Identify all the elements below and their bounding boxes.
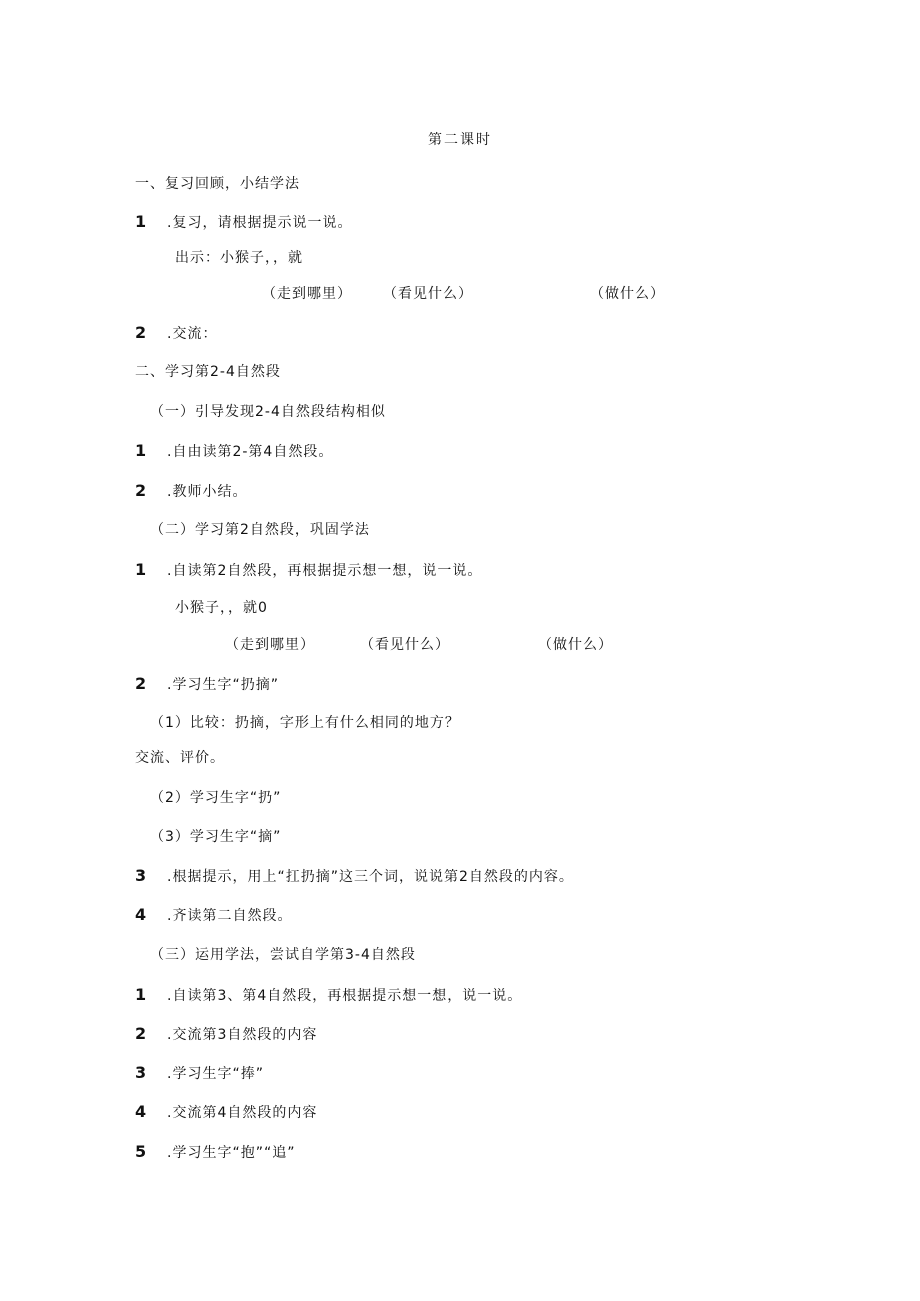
subsection-heading: （二）学习第2自然段，巩固学法 — [150, 522, 370, 538]
item-text: .学习生字“扔摘” — [167, 677, 279, 693]
item-number: 2 — [135, 674, 147, 693]
hint-where: （走到哪里） — [225, 637, 315, 653]
list-item — [135, 1102, 317, 1123]
item-number: 1 — [135, 441, 147, 460]
item-text: .自读第2自然段，再根据提示想一想，说一说。 — [167, 563, 483, 579]
item-number: 1 — [135, 212, 147, 231]
list-item — [135, 905, 292, 926]
list-item — [135, 866, 574, 887]
list-item — [135, 1024, 317, 1045]
list-item — [135, 481, 247, 502]
item-number: 3 — [135, 1063, 147, 1082]
item-text: .齐读第二自然段。 — [167, 908, 293, 924]
item-number: 4 — [135, 1102, 147, 1121]
list-item — [135, 323, 217, 344]
note-line: 交流、评价。 — [135, 750, 225, 766]
item-number: 2 — [135, 1024, 147, 1043]
list-item — [135, 212, 352, 233]
item-number: 2 — [135, 481, 147, 500]
item-text: .交流： — [167, 326, 218, 342]
item-text: .学习生字“捧” — [167, 1066, 264, 1082]
item-text: .自读第3、第4自然段，再根据提示想一想，说一说。 — [167, 988, 523, 1004]
sub-item: （2）学习生字“扔” — [150, 790, 282, 806]
item-number: 2 — [135, 323, 147, 342]
item-text: .自由读第2-第4自然段。 — [167, 444, 334, 460]
item-number: 4 — [135, 905, 147, 924]
hint-see: （看见什么） — [360, 637, 450, 653]
hint-do: （做什么） — [538, 637, 613, 653]
subsection-heading: （三）运用学法，尝试自学第3-4自然段 — [150, 947, 416, 963]
list-item — [135, 1142, 295, 1163]
item-number: 1 — [135, 560, 147, 579]
hint-see: （看见什么） — [383, 286, 473, 302]
item-number: 3 — [135, 866, 147, 885]
sub-item: （1）比较：扔摘，字形上有什么相同的地方？ — [150, 715, 460, 731]
section-heading-1: 一、复习回顾，小结学法 — [135, 176, 300, 192]
item-text: .根据提示，用上“扛扔摘”这三个词，说说第2自然段的内容。 — [167, 869, 574, 885]
item-text: .教师小结。 — [167, 484, 248, 500]
subsection-heading: （一）引导发现2-4自然段结构相似 — [150, 404, 386, 420]
hint-where: （走到哪里） — [262, 286, 352, 302]
section-heading-2: 二、学习第2-4自然段 — [135, 364, 281, 380]
hint-do: （做什么） — [590, 286, 665, 302]
list-item — [135, 985, 522, 1006]
page-title: 第二课时 — [428, 132, 492, 148]
item-text: .交流第4自然段的内容 — [167, 1105, 318, 1121]
prompt-line: 出示：小猴子，，就 — [175, 250, 303, 266]
item-text: .复习，请根据提示说一说。 — [167, 215, 353, 231]
list-item — [135, 674, 279, 695]
list-item — [135, 441, 333, 462]
item-text: .交流第3自然段的内容 — [167, 1027, 318, 1043]
item-text: .学习生字“抱”“追” — [167, 1145, 296, 1161]
list-item — [135, 560, 482, 581]
item-number: 1 — [135, 985, 147, 1004]
prompt-line: 小猴子，，就0 — [175, 600, 268, 616]
item-number: 5 — [135, 1142, 147, 1161]
list-item — [135, 1063, 264, 1084]
sub-item: （3）学习生字“摘” — [150, 829, 282, 845]
